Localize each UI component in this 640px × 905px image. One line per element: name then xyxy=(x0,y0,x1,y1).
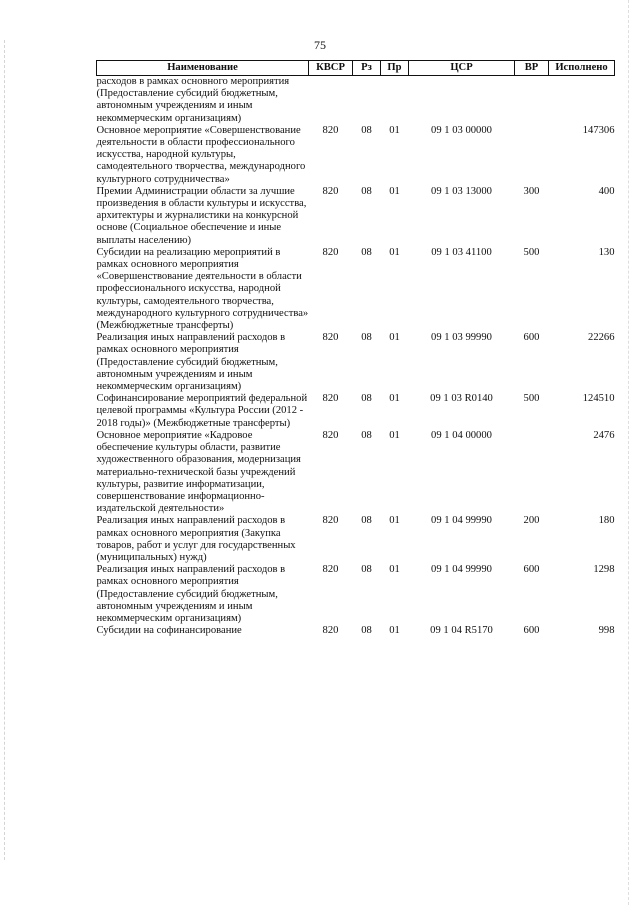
cell-kvsr: 820 xyxy=(322,515,339,527)
cell-rz: 08 xyxy=(361,332,372,344)
cell-name: Основное мероприятие «Совершенствование деятельности в области профессионального искусства, народной культуры, самодеятельного творчества, международного культурного сотрудничества» xyxy=(96,124,306,185)
table-row xyxy=(97,332,615,393)
cell-name: расходов в рамках основного мероприятия (Предоставление субсидий бюджетным, автономным учреждениям и иным некоммерческим организациям) xyxy=(96,76,290,124)
cell-pr: 01 xyxy=(389,124,400,136)
cell-name: Реализация иных направлений расходов в рамках основного мероприятия (Предоставление субсидий бюджетным, автономным учреждениям и иным некоммерческим организациям) xyxy=(96,332,286,393)
cell-pr: 01 xyxy=(389,564,400,576)
cell-kvsr: 820 xyxy=(322,246,339,258)
cell-csr: 09 1 03 R0140 xyxy=(430,393,493,405)
cell-pr xyxy=(381,76,409,125)
table-row xyxy=(97,186,615,247)
cell-kvsr xyxy=(309,76,353,125)
cell-kvsr: 820 xyxy=(322,625,339,637)
cell-name: Реализация иных направлений расходов в рамках основного мероприятия (Закупка товаров, работ и услуг для государственных (муниципальных) нужд) xyxy=(96,515,296,563)
cell-name: Субсидии на софинансирование xyxy=(96,625,242,637)
cell-amount: 180 xyxy=(598,515,615,527)
budget-table xyxy=(96,60,615,637)
cell-vr xyxy=(515,125,549,186)
cell-vr: 600 xyxy=(523,564,540,576)
cell-rz: 08 xyxy=(361,429,372,441)
table-row xyxy=(97,515,615,564)
cell-vr: 500 xyxy=(523,393,540,405)
cell-kvsr: 820 xyxy=(322,124,339,136)
cell-pr: 01 xyxy=(389,185,400,197)
cell-rz: 08 xyxy=(361,515,372,527)
cell-csr: 09 1 03 99990 xyxy=(431,332,492,344)
cell-kvsr: 820 xyxy=(322,332,339,344)
header-amount: Исполнено xyxy=(549,61,615,76)
scan-margin-right xyxy=(628,0,629,905)
cell-amount: 22266 xyxy=(588,332,615,344)
cell-csr xyxy=(409,76,515,125)
cell-name: Премии Администрации области за лучшие произведения в области культуры и искусства, архитектуры и журналистики на конкурсной основе (Социальное обеспечение и иные выплаты населению) xyxy=(96,185,307,246)
cell-csr: 09 1 03 13000 xyxy=(431,185,492,197)
cell-csr: 09 1 04 99990 xyxy=(431,515,492,527)
cell-vr xyxy=(515,430,549,515)
header-kvsr: КВСР xyxy=(309,61,353,76)
header-pr: Пр xyxy=(381,61,409,76)
table-header-row xyxy=(97,61,615,76)
cell-amount: 124510 xyxy=(582,393,615,405)
cell-csr: 09 1 03 00000 xyxy=(431,124,492,136)
cell-pr: 01 xyxy=(389,625,400,637)
cell-rz: 08 xyxy=(361,625,372,637)
cell-pr: 01 xyxy=(389,246,400,258)
header-name: Наименование xyxy=(97,61,309,76)
cell-vr: 200 xyxy=(523,515,540,527)
table-row xyxy=(97,564,615,625)
cell-pr: 01 xyxy=(389,429,400,441)
cell-vr: 500 xyxy=(523,246,540,258)
table-row xyxy=(97,125,615,186)
cell-kvsr: 820 xyxy=(322,185,339,197)
cell-amount: 147306 xyxy=(582,124,615,136)
table-row xyxy=(97,76,615,125)
cell-csr: 09 1 04 00000 xyxy=(431,429,492,441)
cell-vr: 600 xyxy=(523,332,540,344)
cell-vr: 600 xyxy=(523,625,540,637)
cell-kvsr: 820 xyxy=(322,564,339,576)
cell-name: Субсидии на реализацию мероприятий в рамках основного мероприятия «Совершенствование деятельности в области профессионального искусства, народной культуры, самодеятельного творчества, международного культурного сотрудничества» (Межбюджетные трансферты) xyxy=(96,246,309,332)
cell-pr: 01 xyxy=(389,515,400,527)
cell-name: Реализация иных направлений расходов в рамках основного мероприятия (Предоставление субсидий бюджетным, автономным учреждениям и иным некоммерческим организациям) xyxy=(96,564,286,624)
cell-pr: 01 xyxy=(389,332,400,344)
cell-amount: 130 xyxy=(598,246,615,258)
cell-csr: 09 1 04 99990 xyxy=(431,564,492,576)
cell-rz xyxy=(353,76,381,125)
cell-pr: 01 xyxy=(389,393,400,405)
scan-margin-left xyxy=(4,40,5,860)
cell-amount xyxy=(549,76,615,125)
header-vr: ВР xyxy=(515,61,549,76)
cell-csr: 09 1 04 R5170 xyxy=(430,625,493,637)
cell-amount: 2476 xyxy=(593,429,615,441)
cell-rz: 08 xyxy=(361,185,372,197)
cell-rz: 08 xyxy=(361,393,372,405)
table-row xyxy=(97,393,615,430)
cell-amount: 400 xyxy=(598,185,615,197)
header-csr: ЦСР xyxy=(409,61,515,76)
cell-rz: 08 xyxy=(361,124,372,136)
table-body xyxy=(97,76,615,638)
cell-kvsr: 820 xyxy=(322,393,339,405)
table-row xyxy=(97,430,615,515)
cell-amount: 1298 xyxy=(593,564,615,576)
cell-name: Основное мероприятие «Кадровое обеспечение культуры области, развитие художественного образования, модернизация материально-технической базы учреждений культуры, развитие информатизации, совершенствование информационно-издательской деятельности» xyxy=(96,429,301,515)
page-number: 75 xyxy=(314,38,326,52)
cell-amount: 998 xyxy=(598,625,615,637)
cell-vr xyxy=(515,76,549,125)
cell-rz: 08 xyxy=(361,564,372,576)
table-row xyxy=(97,247,615,332)
cell-csr: 09 1 03 41100 xyxy=(431,246,492,258)
cell-kvsr: 820 xyxy=(322,429,339,441)
cell-vr: 300 xyxy=(523,185,540,197)
header-rz: Рз xyxy=(353,61,381,76)
cell-name: Софинансирование мероприятий федеральной целевой программы «Культура России (2012 - 2018 годы)» (Межбюджетные трансферты) xyxy=(96,393,308,429)
cell-rz: 08 xyxy=(361,246,372,258)
table-row xyxy=(97,625,615,637)
